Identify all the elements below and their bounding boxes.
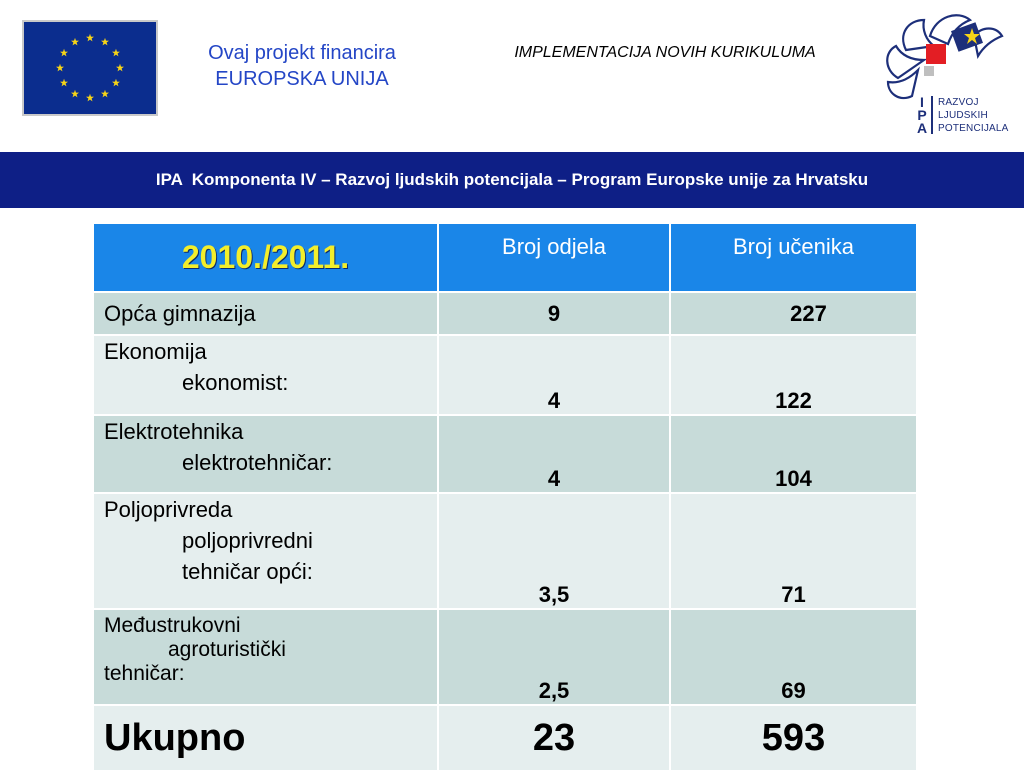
program-occupation: ekonomist: [182,370,289,395]
funding-statement [162,40,442,92]
students-count: 104 [670,415,917,493]
ipa-word: RAZVOJ [938,97,979,108]
table-row [93,609,917,705]
classes-header: Broj odjela [438,223,670,292]
program-label [93,335,438,415]
program-name: Poljoprivreda [104,497,233,522]
eu-star-icon [86,34,94,42]
program-name: Ekonomija [104,339,207,364]
total-students: 593 [670,705,917,771]
ipa-word: LJUDSKIH [938,110,988,121]
students-count: 71 [670,493,917,609]
program-name: Elektrotehnika [104,419,244,444]
program-name: Opća gimnazija [104,301,256,326]
program-occupation: agroturistički [168,638,286,661]
program-occupation-line-2: tehničar: [104,662,185,685]
program-label [93,609,438,705]
program-name: Međustrukovni [104,614,241,637]
ipa-logo-words [938,96,1022,135]
eu-star-icon [101,38,109,46]
implementation-title: IMPLEMENTACIJA NOVIH KURIKULUMA [514,44,816,61]
eu-star-icon [60,49,68,57]
program-occupation-line-2: tehničar opći: [182,559,313,584]
total-label: Ukupno [93,705,438,771]
year-header: 2010./2011. [93,223,438,292]
banner-text: IPA Komponenta IV – Razvoj ljudskih potencijala – Program Europske unije za Hrvatsku [155,170,869,189]
funding-line-1: Ovaj projekt financira [208,42,396,64]
eu-star-icon [86,94,94,102]
eu-star-icon [60,79,68,87]
total-classes: 23 [438,705,670,771]
program-label [93,415,438,493]
ipa-logo-letters [912,96,932,135]
table-row [93,335,917,415]
program-banner [0,152,1024,208]
students-table [92,222,918,772]
program-label [93,292,438,335]
table-row [93,292,917,335]
funding-line-2: EUROPSKA UNIJA [215,68,389,90]
students-count: 122 [670,335,917,415]
ipa-letter: P [917,107,927,123]
table-row [93,493,917,609]
table-total-row [93,705,917,771]
classes-count: 3,5 [438,493,670,609]
ipa-letter: A [916,120,928,136]
eu-star-icon [71,90,79,98]
eu-star-icon [112,49,120,57]
ipa-letter: I [920,94,924,110]
eu-flag-icon [22,20,158,116]
classes-count: 4 [438,415,670,493]
table-row [93,415,917,493]
ipa-word: POTENCIJALA [938,123,1009,134]
students-count: 227 [670,292,917,335]
program-occupation: poljoprivredni [182,528,313,553]
students-count: 69 [670,609,917,705]
eu-flag-stars [23,21,157,115]
eu-star-icon [71,38,79,46]
classes-count: 2,5 [438,609,670,705]
eu-star-icon [112,79,120,87]
classes-count: 9 [438,292,670,335]
classes-count: 4 [438,335,670,415]
eu-star-icon [116,64,124,72]
eu-star-icon [56,64,64,72]
ipa-logo-divider [931,96,933,134]
students-header: Broj učenika [670,223,917,292]
program-occupation: elektrotehničar: [182,450,333,475]
program-label [93,493,438,609]
eu-star-icon [101,90,109,98]
table-header-row [93,223,917,292]
